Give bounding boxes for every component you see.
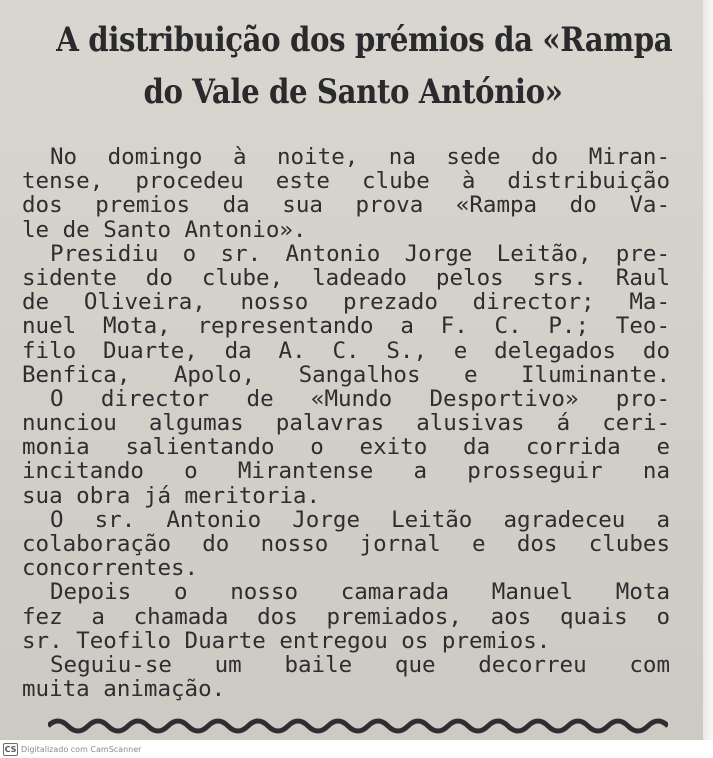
body-line: Presidiu o sr. Antonio Jorge Leitão, pre-: [50, 240, 670, 267]
body-line: dos premios da sua prova «Rampa do Va-: [22, 192, 670, 219]
body-line: tense, procedeu este clube à distribuição: [22, 168, 670, 195]
body-line: O sr. Antonio Jorge Leitão agradeceu a: [50, 506, 670, 533]
body-line: filo Duarte, da A. C. S., e delegados do: [22, 337, 670, 364]
body-line: concorrentes.: [22, 555, 199, 582]
body-line: nuel Mota, representando a F. C. P.; Teo-: [22, 313, 670, 340]
scanner-watermark: [0, 740, 713, 758]
body-line: colaboração do nosso jornal e dos clubes: [22, 531, 670, 557]
body-line: Benfica, Apolo, Sangalhos e Iluminante.: [22, 361, 670, 388]
body-line: de Oliveira, nosso prezado director; Ma-: [22, 289, 670, 316]
article-headline: [56, 14, 673, 118]
body-line: sidente do clube, ladeado pelos srs. Raul: [22, 264, 670, 291]
article-body: [22, 145, 670, 701]
body-line: O director de «Mundo Desportivo» pro-: [50, 385, 670, 412]
paper-edge: [703, 0, 713, 740]
headline-line-2: do Vale de Santo António»: [143, 72, 563, 112]
headline-line-1: A distribuição dos prémios da «Rampa: [56, 20, 673, 60]
body-line: Depois o nosso camarada Manuel Mota: [50, 579, 670, 606]
wavy-divider: [48, 712, 668, 734]
camscanner-logo: CS: [4, 744, 17, 754]
body-line: muita animação.: [22, 676, 226, 703]
body-line: fez a chamada dos premiados, aos quais o: [22, 603, 670, 630]
body-line: sr. Teofilo Duarte entregou os premios.: [22, 627, 551, 654]
body-line: No domingo à noite, na sede do Miran-: [50, 144, 670, 170]
body-line: monia salientando o exito da corrida e: [22, 434, 670, 461]
body-line: incitando o Mirantense a prosseguir na: [22, 458, 670, 485]
body-line: le de Santo Antonio».: [22, 216, 307, 243]
body-line: sua obra já meritoria.: [22, 482, 321, 509]
body-line: nunciou algumas palavras alusivas á ceri-: [22, 410, 670, 437]
body-line: Seguiu-se um baile que decorreu com: [50, 651, 670, 678]
scanner-credit: Digitalizado com CamScanner: [21, 744, 142, 754]
